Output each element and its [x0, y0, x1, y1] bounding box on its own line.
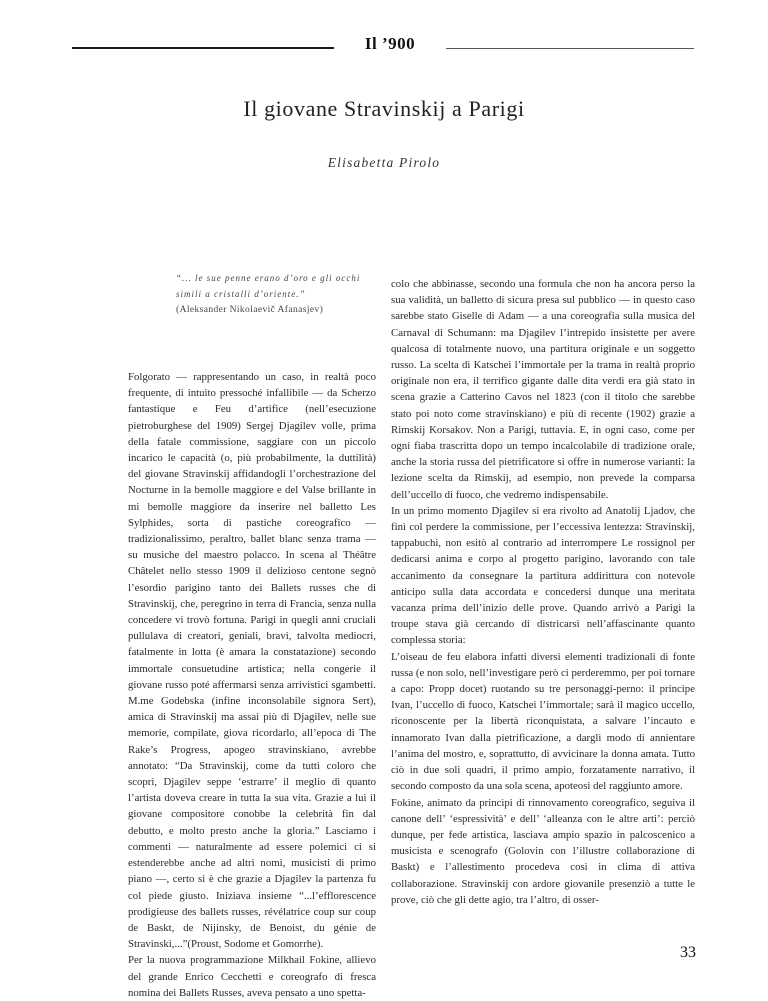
article-title: Il giovane Stravinskij a Parigi	[243, 96, 525, 121]
paragraph: Fokine, animato da princìpi di rinnovamento coreografico, seguiva il canone dell’ ‘espressività’ e dell’ ‘alleanza con le altre arti’: perciò dunque, per fede artistica, lasciava ampio spazio in palcoscenico a musicista e scenografo (Golovin con l’illustre collaborazione di Baskt) e l’allestimento procedeva così in clima di attiva collaborazione. Stravinskij con ardore giovanile presenziò a tutte le prove, ciò che gli dette agio, tra l’altro, di osser-	[391, 796, 695, 906]
header-rule-left	[72, 47, 334, 49]
header-rule-right	[446, 48, 694, 49]
paragraph: L’oiseau de feu elabora infatti diversi elementi tradizionali di fonte russa (e non solo, nell’investigare però ci perderemmo, per poi tornare a capo: Propp docet) ruotando su tre personaggi-perno: il principe Ivan, l’uccello di fuoco, Katschei l’immortale; sarà il magico uccello, riconoscente per la libertà riconquistata, a salvare l’incauto e innamorato Ivan dalla pietrificazione, a dargli modo di annientare l’anima del mostro, e, soprattutto, di avvicinare la donna amata. Tutto ciò in due soli quadri, il primo ampio, forzatamente narrativo, il secondo composto da una sola scena, apoteosi del raggiunto amore.	[391, 650, 696, 793]
section-header: Il ’900	[364, 34, 416, 53]
paragraph: colo che abbinasse, secondo una formula che non ha ancora perso la sua validità, un balletto di sicura presa sul pubblico — in questo caso sarebbe stato Giselle di Adam — a una coreografia sulla musica del Carnaval di Schumann: ma Djagilev l’intrepido insistette per avere qualcosa di totalmente nuovo, una partitura originale e un soggetto russo. La scelta di Katschei l’immortale per la trama in realtà proprio originale non era, il terrifico gigante dalle dita verdi era già stato in scena grazie a Catterino Cavos nel 1823 (con il titolo che sarebbe stato poi noto come stravinskiano) e più di recente (1902) grazie a Rimskij Korsakov. Non a Parigi, tuttavia. E, in ogni caso, come per ogni fiaba trascritta dopo un tempo incalcolabile di tradizione orale, anche la storia russa del pietrificatore si offre in numerose varianti: la lezione scelta da Rimskij, ad esempio, non prevede la comparsa dell’uccello di fuoco, che vedremo indispensabile.	[391, 278, 695, 501]
epigraph-quote: “... le sue penne erano d’oro e gli occhi simili a cristalli d’oriente.”	[176, 273, 361, 299]
paragraph: Per la nuova programmazione Milkhail Fokine, allievo del grande Enrico Cecchetti e coreografo di fresca nomina dei Ballets Russes, aveva pensato a uno spetta-	[128, 954, 376, 999]
paragraph: In un primo momento Djagilev si era rivolto ad Anatolij Ljadov, che finì col perdere la commissione, per l’eccessiva lentezza: Stravinskij, tappabuchi, non esitò al contrario ad interrompere Le rossignol per dedicarsi anima e corpo al progetto parigino, lavorando con tale accanimento da consegnare la partitura addirittura con notevole anticipo sulla data accordata e concedersi dunque una meritata vacanza prima dell’inizio delle prove. Quando arrivò a Parigi la troupe stava già cercando di districarsi nell’affascinante quanto complessa storia:	[391, 504, 695, 647]
paragraph: Folgorato — rappresentando un caso, in realtà poco frequente, di intuito pressoché infallibile — da Scherzo fantastique e Feu d’artifice (nell’esecuzione pietroburghese del 1909) Sergej Djagilev volle, prima della fatale commissione, saggiare con un piccolo incarico le capacità (o, più probabilmente, la duttilità) del giovane Stravinskij affidandogli l’orchestrazione del Nocturne in la bemolle maggiore e del Valse brillante in mi bemolle maggiore da inserire nel balletto Les Sylphides, sorta di pastiche coreografico — tradizionalissimo, peraltro, ballet blanc senza trama — su musiche del maestro polacco. In scena al Théâtre Châtelet nello stesso 1909 il delizioso centone segnò l’esordio parigino tanto dei Ballets russes che di Stravinskij, che, peregrino in terra di Francia, senza nulla concedere vi trovò fortuna. Parigi in quegli anni cruciali pullulava di creatori, geniali, bravi, talvolta mediocri, fatalmente in lotta (è amara la constatazione) secondo immortale consuetudine artistica; nella congerie il giovane russo poté affermarsi senza arrivistici sgambetti. M.me Godebska (infine inconsolabile signora Sert), amica di Stravinskij ma assai più di Djagilev, nelle sue memorie, compilate, giova ricordarlo, all’epoca di The Rake’s Progress, apogeo stravinskiano, avrebbe annotato: “Da Stravinskij, come da tutti coloro che scoprì, Djagilev seppe ‘estrarre’ il meglio di quanto l’artista doveva creare in tutta la sua vita. Grazie a lui il giovane compositore conobbe la celebrità fin dal debutto, e molto presto anche la gloria.” Lasciamo i commenti — naturalmente ad essere polemici ci si estenderebbe anche ad altri nomi, musicisti di primo piano —, certo si è che grazie a Djagilev la partenza fu col piede giusto. Iniziava insieme “...l’efflorescence prodigieuse des ballets russes, révélatrice coup sur coup de Baskt, de Nijinsky, de Benoist, du génie de Stravinski,...”(Proust, Sodome et Gomorrhe).	[128, 371, 376, 951]
body-column-right	[391, 276, 695, 956]
body-column-left	[128, 369, 376, 999]
epigraph-attribution: (Aleksander Nikolaevič Afanasjev)	[176, 305, 324, 315]
article-author: Elisabetta Pirolo	[327, 155, 441, 170]
page-number: 33	[680, 944, 696, 961]
